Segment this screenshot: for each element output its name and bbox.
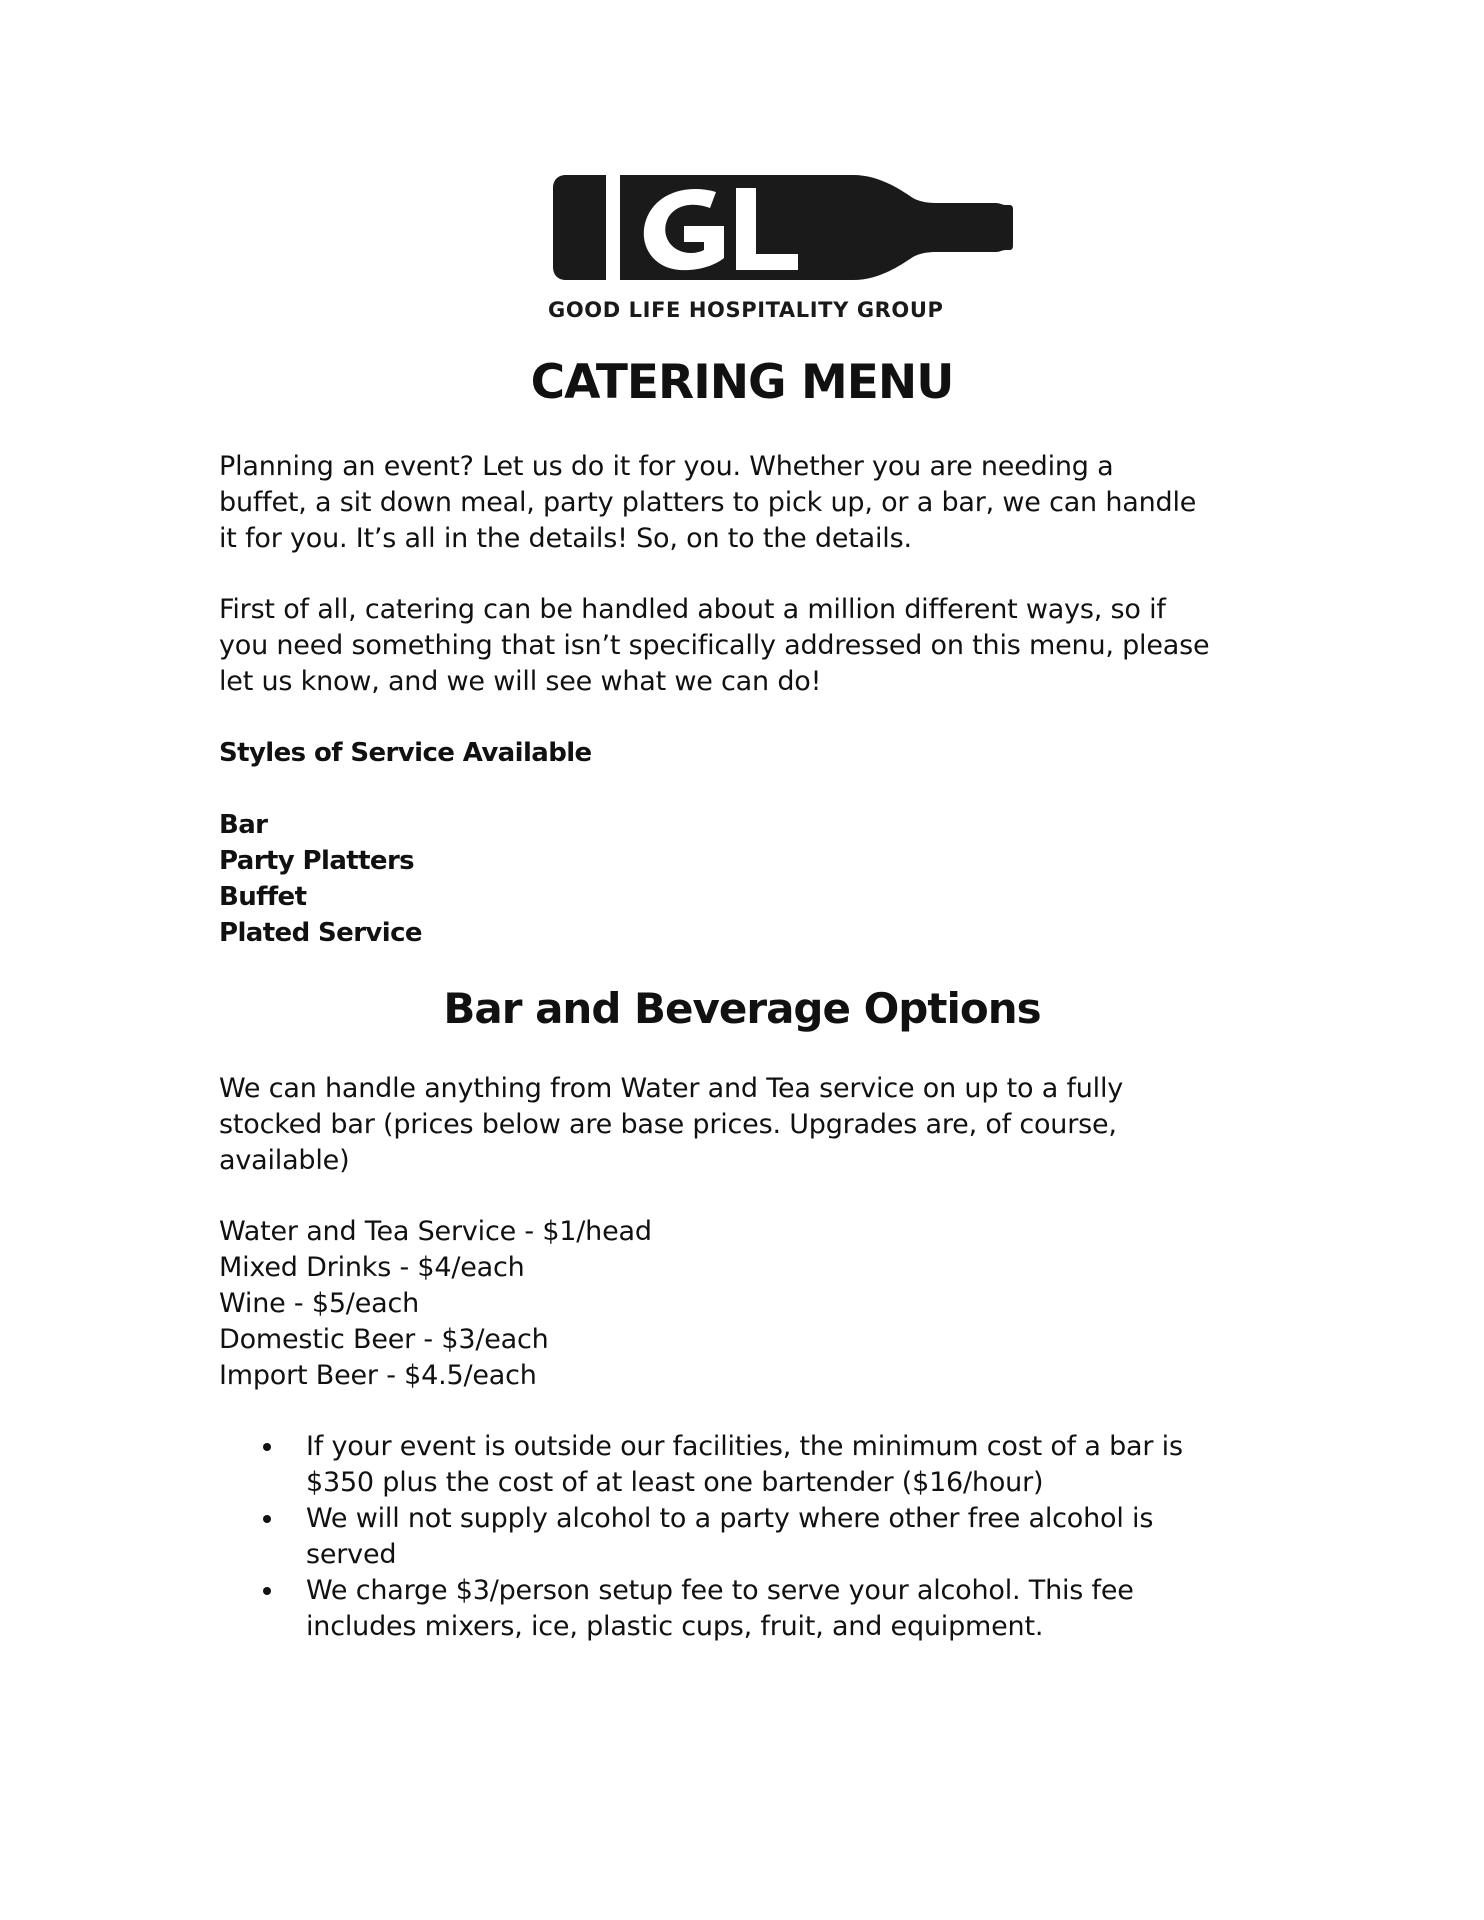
price-item-mixed-drinks: Mixed Drinks - $4/each (219, 1252, 525, 1283)
price-item-water-tea: Water and Tea Service - $1/head (219, 1216, 652, 1247)
note-line: We will not supply alcohol to a party where other free alcohol is (306, 1503, 1154, 1534)
bar-intro-paragraph (219, 1071, 1299, 1179)
intro-line: it for you. It’s all in the details! So, on to the details. (219, 523, 912, 554)
bar-intro-line: stocked bar (prices below are base prices. Upgrades are, of course, (219, 1109, 1117, 1140)
style-item-bar: Bar (219, 810, 268, 840)
bottle-logo-graphic (548, 170, 1018, 295)
bar-note-item (260, 1429, 1320, 1501)
bar-note-item (260, 1501, 1320, 1573)
bullet-icon (263, 1515, 271, 1523)
note-line: served (306, 1539, 397, 1570)
bar-intro-line: available) (219, 1145, 350, 1176)
price-item-wine: Wine - $5/each (219, 1288, 420, 1319)
second-paragraph (219, 592, 1299, 700)
intro-paragraph (219, 449, 1299, 557)
bar-intro-line: We can handle anything from Water and Tea service on up to a fully (219, 1073, 1124, 1104)
price-item-domestic-beer: Domestic Beer - $3/each (219, 1324, 549, 1355)
price-item-import-beer: Import Beer - $4.5/each (219, 1360, 537, 1391)
bar-section-title: Bar and Beverage Options (443, 984, 1041, 1033)
styles-list (219, 807, 1299, 951)
paragraph-line: you need something that isn’t specifically addressed on this menu, please (219, 630, 1210, 661)
note-line: If your event is outside our facilities, the minimum cost of a bar is (306, 1431, 1183, 1462)
bar-note-item (260, 1573, 1320, 1645)
paragraph-line: First of all, catering can be handled about a million different ways, so if (219, 594, 1166, 625)
intro-line: buffet, a sit down meal, party platters to pick up, or a bar, we can handle (219, 487, 1197, 518)
style-item-buffet: Buffet (219, 882, 307, 912)
style-item-party-platters: Party Platters (219, 846, 415, 876)
note-line: $350 plus the cost of at least one bartender ($16/hour) (306, 1467, 1044, 1498)
bullet-icon (263, 1443, 271, 1451)
price-list (219, 1214, 1299, 1394)
styles-section (219, 735, 1299, 771)
company-logo (548, 170, 1018, 320)
note-line: includes mixers, ice, plastic cups, fruit, and equipment. (306, 1611, 1044, 1642)
page-title: CATERING MENU (530, 355, 954, 410)
bar-notes-list (260, 1429, 1320, 1645)
intro-line: Planning an event? Let us do it for you. Whether you are needing a (219, 451, 1114, 482)
bullet-icon (263, 1587, 271, 1595)
style-item-plated-service: Plated Service (219, 918, 422, 948)
styles-heading: Styles of Service Available (219, 738, 592, 768)
logo-company-name: GOOD LIFE HOSPITALITY GROUP (548, 298, 944, 322)
paragraph-line: let us know, and we will see what we can do! (219, 666, 822, 697)
note-line: We charge $3/person setup fee to serve your alcohol. This fee (306, 1575, 1134, 1606)
